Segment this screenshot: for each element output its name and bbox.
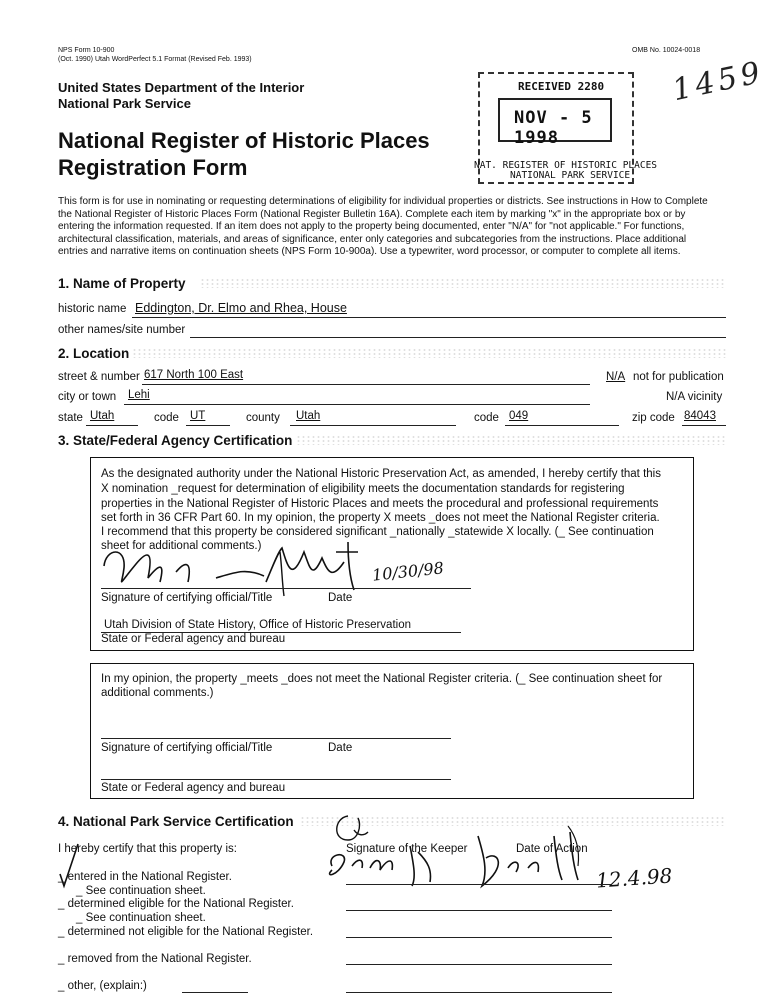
intro-paragraph: This form is for use in nominating or requesting determinations of eligibility for individual properties or districts. See instructions in How to Complete the National Register of Historic Places Form (National Register Bulletin 16A). Complete each item by marking "x" in the appropriate box or by entering the information requested. If an item does not apply to the property being documented, enter "N/A" for "not applicable." For functions, architectural classification, materials, and areas of significance, enter only categories and subcategories from the instructions. Place additional entries and narrative items on continuation sheets (NPS Form 10-900a). Use a typewriter, word processor, or computer to complete all items. — [58, 196, 708, 257]
other-names-field[interactable] — [190, 337, 726, 338]
state-code-label: code — [154, 412, 179, 424]
agency-label: State or Federal agency and bureau — [101, 633, 286, 645]
date-of-action-label: Date of Action — [516, 843, 588, 855]
page-title: National Register of Historic Places — [58, 128, 430, 153]
county-line — [290, 425, 456, 426]
county-label: county — [246, 412, 280, 424]
historic-name-label: historic name — [58, 303, 127, 315]
option-entered[interactable]: _ entered in the National Register. — [58, 871, 232, 883]
department-line-1: United States Department of the Interior — [58, 80, 305, 95]
date-2-label: Date — [328, 742, 353, 754]
cert-line-5: I recommend that this property be considered significant _nationally _statewide X locally. (_ See continuation — [101, 526, 654, 538]
section-3-heading: 3. State/Federal Agency Certification — [58, 433, 293, 448]
state-code-field[interactable]: UT — [190, 410, 206, 422]
certifying-date-handwritten: 10/30/98 — [371, 558, 445, 585]
vicinity-label: N/A vicinity — [666, 391, 723, 403]
city-label: city or town — [58, 391, 117, 403]
county-code-label: code — [474, 412, 499, 424]
section-2-heading: 2. Location — [58, 346, 130, 361]
agency-2-label: State or Federal agency and bureau — [101, 782, 286, 794]
option-entered-continuation[interactable]: _ See continuation sheet. — [76, 885, 206, 897]
cert-line-1: As the designated authority under the National Historic Preservation Act, as amended, I hereby certify that this — [101, 468, 661, 480]
handwritten-number: 1459 — [669, 54, 767, 109]
not-publication-label: not for publication — [633, 371, 724, 383]
signature-2-label: Signature of certifying official/Title — [101, 742, 273, 754]
opinion-line-1: In my opinion, the property _meets _does not meet the National Register criteria. (_ See continuation sheet for — [101, 673, 663, 685]
cert-line-4: set forth in 36 CFR Part 60. In my opinion, the property X meets _does not meet the National Register criteria. — [101, 512, 660, 524]
zip-field[interactable]: 84043 — [684, 410, 716, 422]
page-subtitle: Registration Form — [58, 155, 248, 180]
option-eligible-continuation[interactable]: _ See continuation sheet. — [76, 912, 206, 924]
historic-name-field[interactable]: Eddington, Dr. Elmo and Rhea, House — [135, 301, 347, 315]
department-line-2: National Park Service — [58, 96, 191, 111]
state-line — [86, 425, 138, 426]
section-3-rule — [296, 435, 726, 445]
option-other-explain-line[interactable] — [182, 992, 248, 993]
option-entered-signature-line[interactable] — [346, 884, 612, 885]
not-publication-na[interactable]: N/A — [606, 371, 626, 383]
received-stamp — [474, 72, 658, 184]
option-removed-signature-line[interactable] — [346, 964, 612, 965]
cert-line-3: properties in the National Register of Historic Places and meets the procedural and professional requirements — [101, 498, 659, 510]
state-code-line — [186, 425, 230, 426]
street-field[interactable]: 617 North 100 East — [144, 369, 244, 381]
agency-field[interactable]: Utah Division of State History, Office of Historic Preservation — [104, 619, 411, 631]
county-code-field[interactable]: 049 — [509, 410, 529, 422]
historic-name-line — [132, 317, 726, 318]
state-label: state — [58, 412, 83, 424]
option-not-eligible-signature-line[interactable] — [346, 937, 612, 938]
certify-label: I hereby certify that this property is: — [58, 843, 237, 855]
zip-label: zip code — [632, 412, 675, 424]
agency-2-line[interactable] — [101, 779, 451, 780]
state-field[interactable]: Utah — [90, 410, 115, 422]
street-label: street & number — [58, 371, 140, 383]
stamp-received: RECEIVED 2280 — [518, 80, 605, 93]
option-other-signature-line[interactable] — [346, 992, 612, 993]
cert-line-2: X nomination _request for determination of eligibility meets the documentation standards for registering — [101, 483, 625, 495]
section-2-rule — [132, 348, 726, 358]
opinion-line-2: additional comments.) — [101, 687, 214, 699]
form-revision: (Oct. 1990) Utah WordPerfect 5.1 Format (Revised Feb. 1993) — [58, 56, 252, 63]
section-1-rule — [200, 278, 725, 288]
keeper-signature-label: Signature of the Keeper — [346, 843, 468, 855]
form-number: NPS Form 10-900 — [58, 47, 115, 54]
signature-2-line[interactable] — [101, 738, 451, 739]
street-line — [142, 384, 590, 385]
date-1-label: Date — [328, 592, 353, 604]
section-1-heading: 1. Name of Property — [58, 276, 186, 291]
keeper-date-handwritten: 12.4.98 — [595, 863, 674, 893]
stamp-date: NOV - 5 1998 — [514, 108, 593, 148]
city-line — [124, 404, 590, 405]
omb-number: OMB No. 10024-0018 — [632, 47, 701, 54]
option-eligible-signature-line[interactable] — [346, 910, 612, 911]
option-eligible[interactable]: _ determined eligible for the National Register. — [58, 898, 294, 910]
option-not-eligible[interactable]: _ determined not eligible for the National Register. — [58, 926, 314, 938]
county-field[interactable]: Utah — [296, 410, 321, 422]
stamp-date-box — [498, 98, 612, 148]
other-names-label: other names/site number — [58, 324, 186, 336]
stamp-line-1: NAT. REGISTER OF HISTORIC PLACES — [474, 160, 658, 171]
stamp-line-2: NATIONAL PARK SERVICE — [510, 170, 631, 181]
signature-1-label: Signature of certifying official/Title — [101, 592, 273, 604]
option-removed[interactable]: _ removed from the National Register. — [58, 953, 252, 965]
county-code-line — [505, 425, 619, 426]
section-4-heading: 4. National Park Service Certification — [58, 814, 294, 829]
cert-line-6: sheet for additional comments.) — [101, 540, 262, 552]
section-4-rule — [300, 816, 726, 826]
signature-1-line[interactable] — [101, 588, 471, 589]
zip-line — [682, 425, 726, 426]
city-field[interactable]: Lehi — [128, 389, 150, 401]
option-other[interactable]: _ other, (explain:) — [58, 980, 147, 992]
